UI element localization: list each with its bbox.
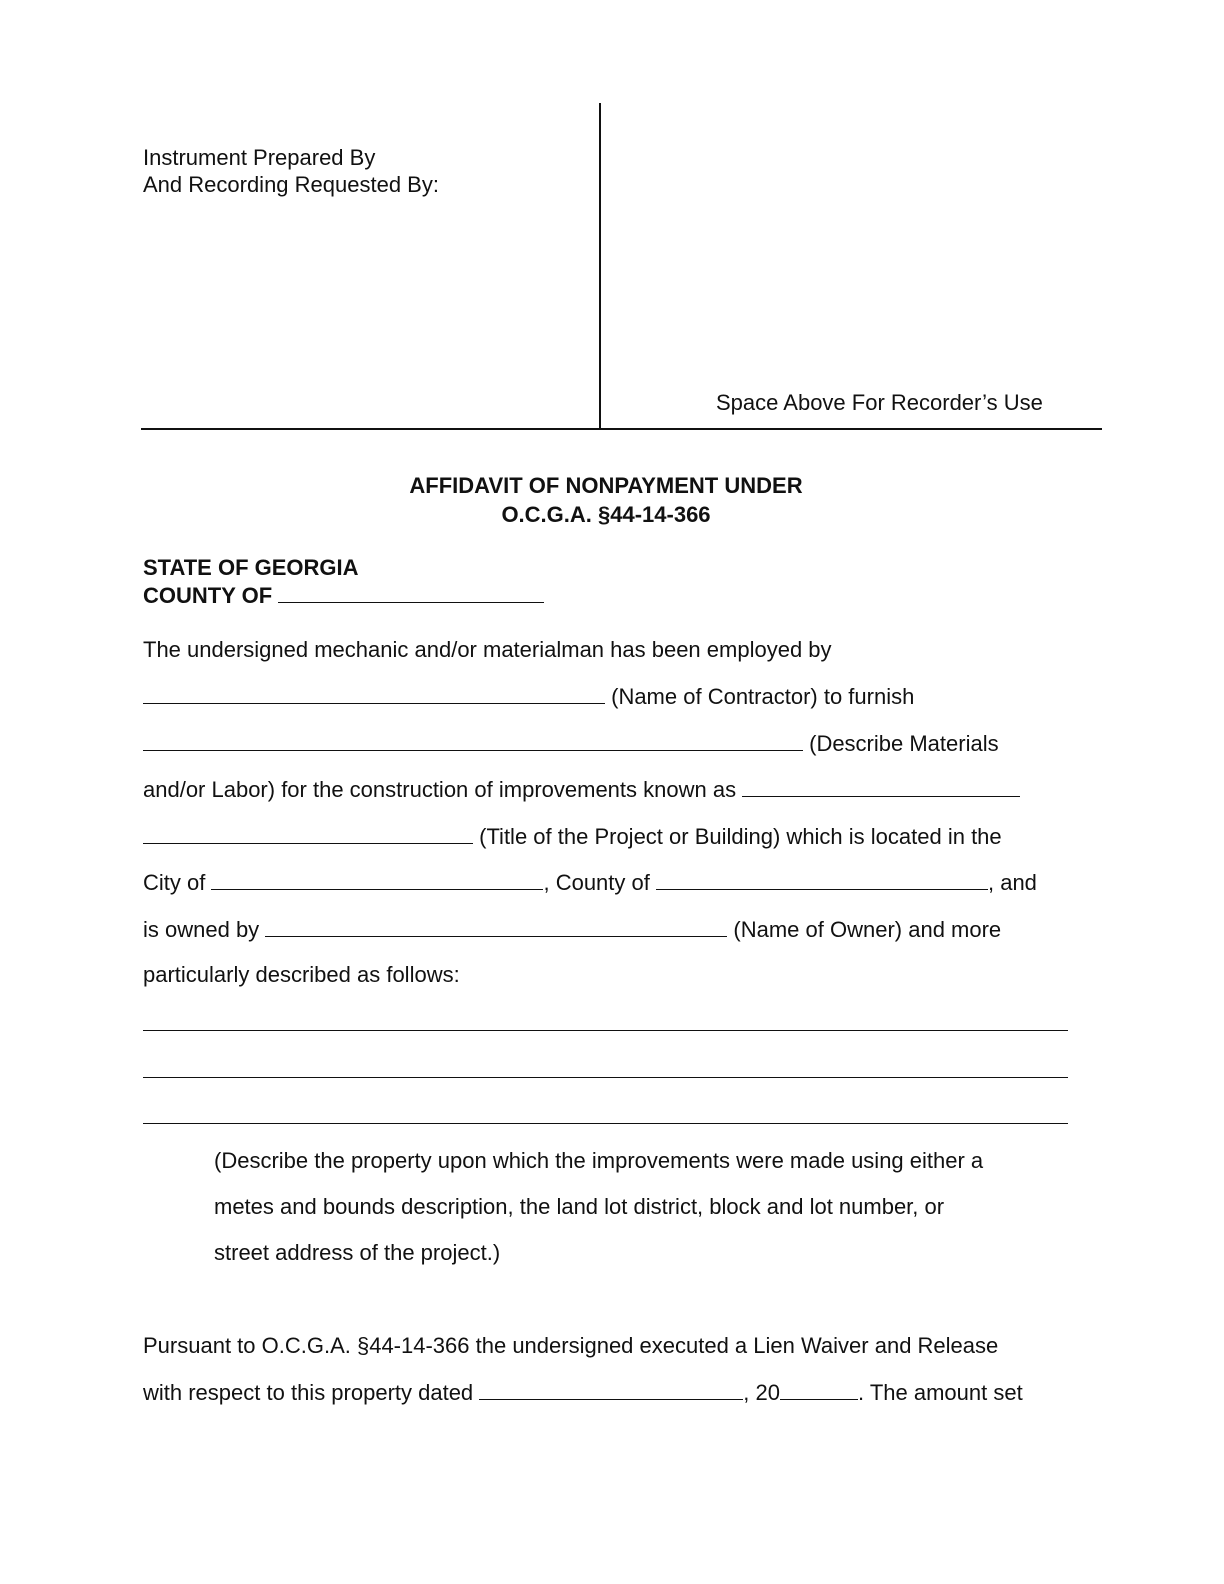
waiver-year-blank[interactable] — [780, 1379, 858, 1400]
owned-by-label: is owned by — [143, 917, 266, 942]
amount-set-label: . The amount set — [858, 1380, 1023, 1405]
recorder-box-divider — [599, 103, 601, 430]
project-title-blank[interactable] — [143, 823, 473, 844]
property-note-line-1: (Describe the property upon which the improvements were made using either a — [214, 1148, 984, 1173]
body-line-8: particularly described as follows: — [143, 962, 460, 987]
materials-label: (Describe Materials — [803, 731, 999, 756]
owner-name-blank[interactable] — [265, 916, 727, 937]
body-line-7 — [143, 916, 1001, 943]
improvements-label: and/or Labor) for the construction of improvements known as — [143, 777, 743, 802]
county-blank[interactable] — [278, 582, 544, 603]
property-county-blank[interactable] — [656, 869, 988, 890]
state-label: STATE OF GEORGIA — [143, 555, 359, 580]
prepared-by-label: Instrument Prepared By — [143, 145, 376, 170]
body-line-5 — [143, 823, 1002, 850]
owner-label: (Name of Owner) and more — [727, 917, 1002, 942]
recorder-box-bottom-rule — [141, 428, 1102, 430]
year-prefix: , 20 — [743, 1380, 780, 1405]
body-line-1: The undersigned mechanic and/or materialman has been employed by — [143, 637, 832, 662]
body-line-6 — [143, 869, 1037, 896]
waiver-line-2 — [143, 1379, 1023, 1406]
materials-labor-blank[interactable] — [143, 730, 803, 751]
waiver-line-1: Pursuant to O.C.G.A. §44-14-366 the undersigned executed a Lien Waiver and Release — [143, 1333, 999, 1358]
body-line-4 — [143, 776, 1020, 803]
document-statute: O.C.G.A. §44-14-366 — [501, 502, 711, 527]
property-note-line-2: metes and bounds description, the land lot district, block and lot number, or — [214, 1194, 945, 1219]
county-label: COUNTY OF — [143, 583, 273, 608]
county-of-label: , County of — [543, 870, 656, 895]
recording-requested-label: And Recording Requested By: — [143, 172, 439, 197]
contractor-name-blank[interactable] — [143, 683, 605, 704]
county-line — [143, 582, 544, 609]
property-description-line-3[interactable] — [143, 1123, 1068, 1124]
waiver-date-blank[interactable] — [479, 1379, 743, 1400]
and-label: , and — [987, 870, 1037, 895]
body-line-3 — [143, 730, 999, 757]
property-description-line-1[interactable] — [143, 1030, 1068, 1031]
contractor-label: (Name of Contractor) to furnish — [605, 684, 915, 709]
property-note-line-3: street address of the project.) — [214, 1240, 501, 1265]
recorder-use-note: Space Above For Recorder’s Use — [716, 390, 1043, 415]
dated-label: with respect to this property dated — [143, 1380, 480, 1405]
improvements-known-as-blank[interactable] — [742, 776, 1020, 797]
city-label: City of — [143, 870, 212, 895]
city-blank[interactable] — [211, 869, 543, 890]
document-title: AFFIDAVIT OF NONPAYMENT UNDER — [409, 473, 803, 498]
body-line-2 — [143, 683, 914, 710]
project-title-label: (Title of the Project or Building) which is located in the — [473, 824, 1002, 849]
property-description-line-2[interactable] — [143, 1077, 1068, 1078]
